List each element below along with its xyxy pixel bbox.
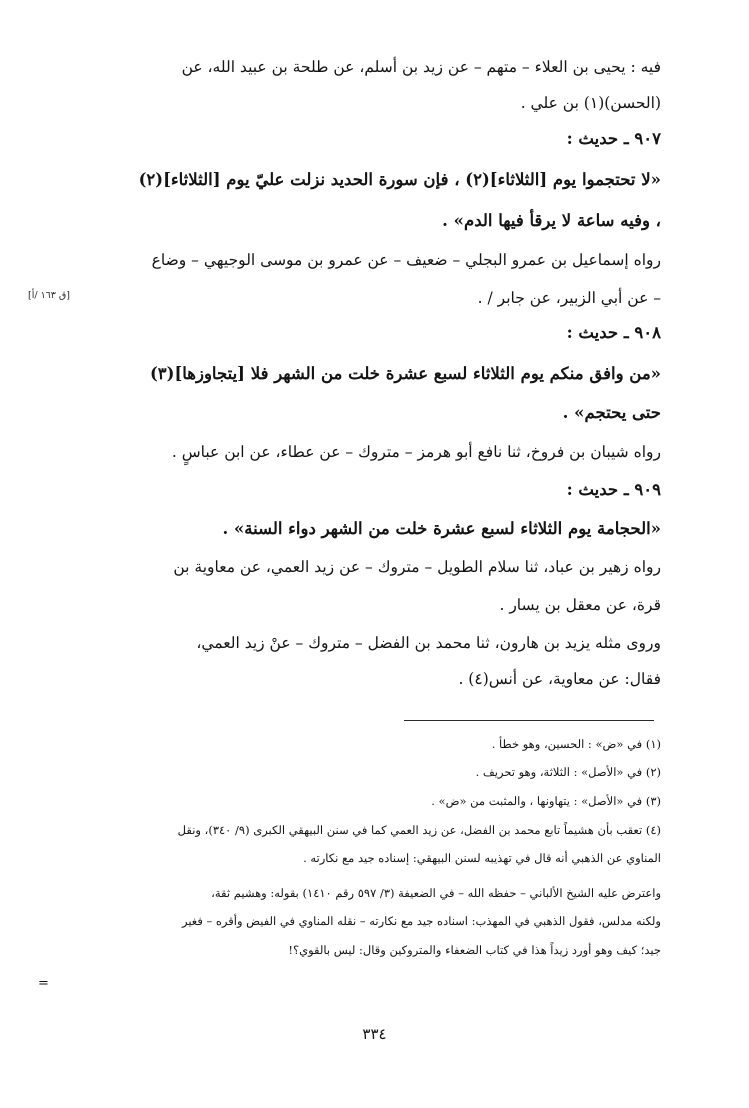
text-line: – عن أبي الزبير، عن جابر / . [477,289,661,307]
footnote-line: جيد؛ كيف وهو أورد زيداً هذا في كتاب الضعفاء والمتروكين وقال: ليس بالقوي؟! [288,943,661,957]
hadith-heading-908: ٩٠٨ ـ حديث : [566,323,661,342]
text-line: وروى مثله يزيد بن هارون، ثنا محمد بن الفضل – متروك – عنْ زيد العمي، [196,634,661,652]
text-line: رواه إسماعيل بن عمرو البجلي – ضعيف – عن عمرو بن موسى الوجيهي – وضاع [151,251,661,269]
text-line: فقال: عن معاوية، عن أنس(٤) . [458,670,661,688]
hadith-heading-907: ٩٠٧ ـ حديث : [566,129,661,148]
footnote-divider [404,720,654,721]
footnote-line: (٣) في «الأصل» : يتهاونها ، والمثبت من «ض» . [431,794,661,808]
hadith-text-line: «من وافق منكم يوم الثلاثاء لسبع عشرة خلت من الشهر فلا [يتجاوزها](٣) [149,364,661,383]
text-line: فيه : يحيى بن العلاء – متهم – عن زيد بن أسلم، عن طلحة بن عبيد الله، عن [181,58,661,76]
footnote-line: (١) في «ض» : الحسين، وهو خطأ . [491,737,661,751]
hadith-text-line: ، وفيه ساعة لا يرقأ فيها الدم» . [442,211,661,230]
footnote-line: المناوي عن الذهبي أنه قال في تهذيبه لسنن البيهقي: إسناده جيد مع نكارته . [303,851,661,865]
footnote-line: (٤) تعقب بأن هشيماً تابع محمد بن الفضل، عن زيد العمي كما في سنن البيهقي الكبرى (٩/ ٣٤٠)، ونقل [177,823,661,837]
hadith-text-line: «الحجامة يوم الثلاثاء لسبع عشرة خلت من الشهر دواء السنة» . [222,519,661,538]
margin-manuscript-ref: [ق ١٦٣ /أ] [28,290,70,301]
page-number: ٣٣٤ [362,1025,387,1043]
continuation-mark: = [38,976,49,991]
text-line: رواه زهير بن عباد، ثنا سلام الطويل – متروك – عن زيد العمي، عن معاوية بن [173,558,661,576]
footnote-line: (٢) في «الأصل» : الثلاثة، وهو تحريف . [475,765,661,779]
footnote-line: ولكنه مدلس، فقول الذهبي في المهذب: اسناده جيد مع نكارته – نقله المناوي في الفيض وأقره – فغير [181,914,661,928]
hadith-text-line: حتى يحتجم» . [562,403,661,422]
hadith-text-line: «لا تحتجموا يوم [الثلاثاء](٢) ، فإن سورة الحديد نزلت عليّ يوم [الثلاثاء](٢) [138,170,661,189]
text-line: (الحسن)(١) بن علي . [520,94,661,112]
hadith-heading-909: ٩٠٩ ـ حديث : [566,480,661,499]
footnote-line: واعترض عليه الشيخ الألباني – حفظه الله – في الضعيفة (٣/ ٥٩٧ رقم ١٤١٠) بقوله: وهشيم ثقة، [211,886,661,900]
text-line: رواه شيبان بن فروخ، ثنا نافع أبو هرمز – متروك – عن عطاء، عن ابن عباسٍ . [171,443,661,461]
text-line: قرة، عن معقل بن يسار . [499,596,661,614]
